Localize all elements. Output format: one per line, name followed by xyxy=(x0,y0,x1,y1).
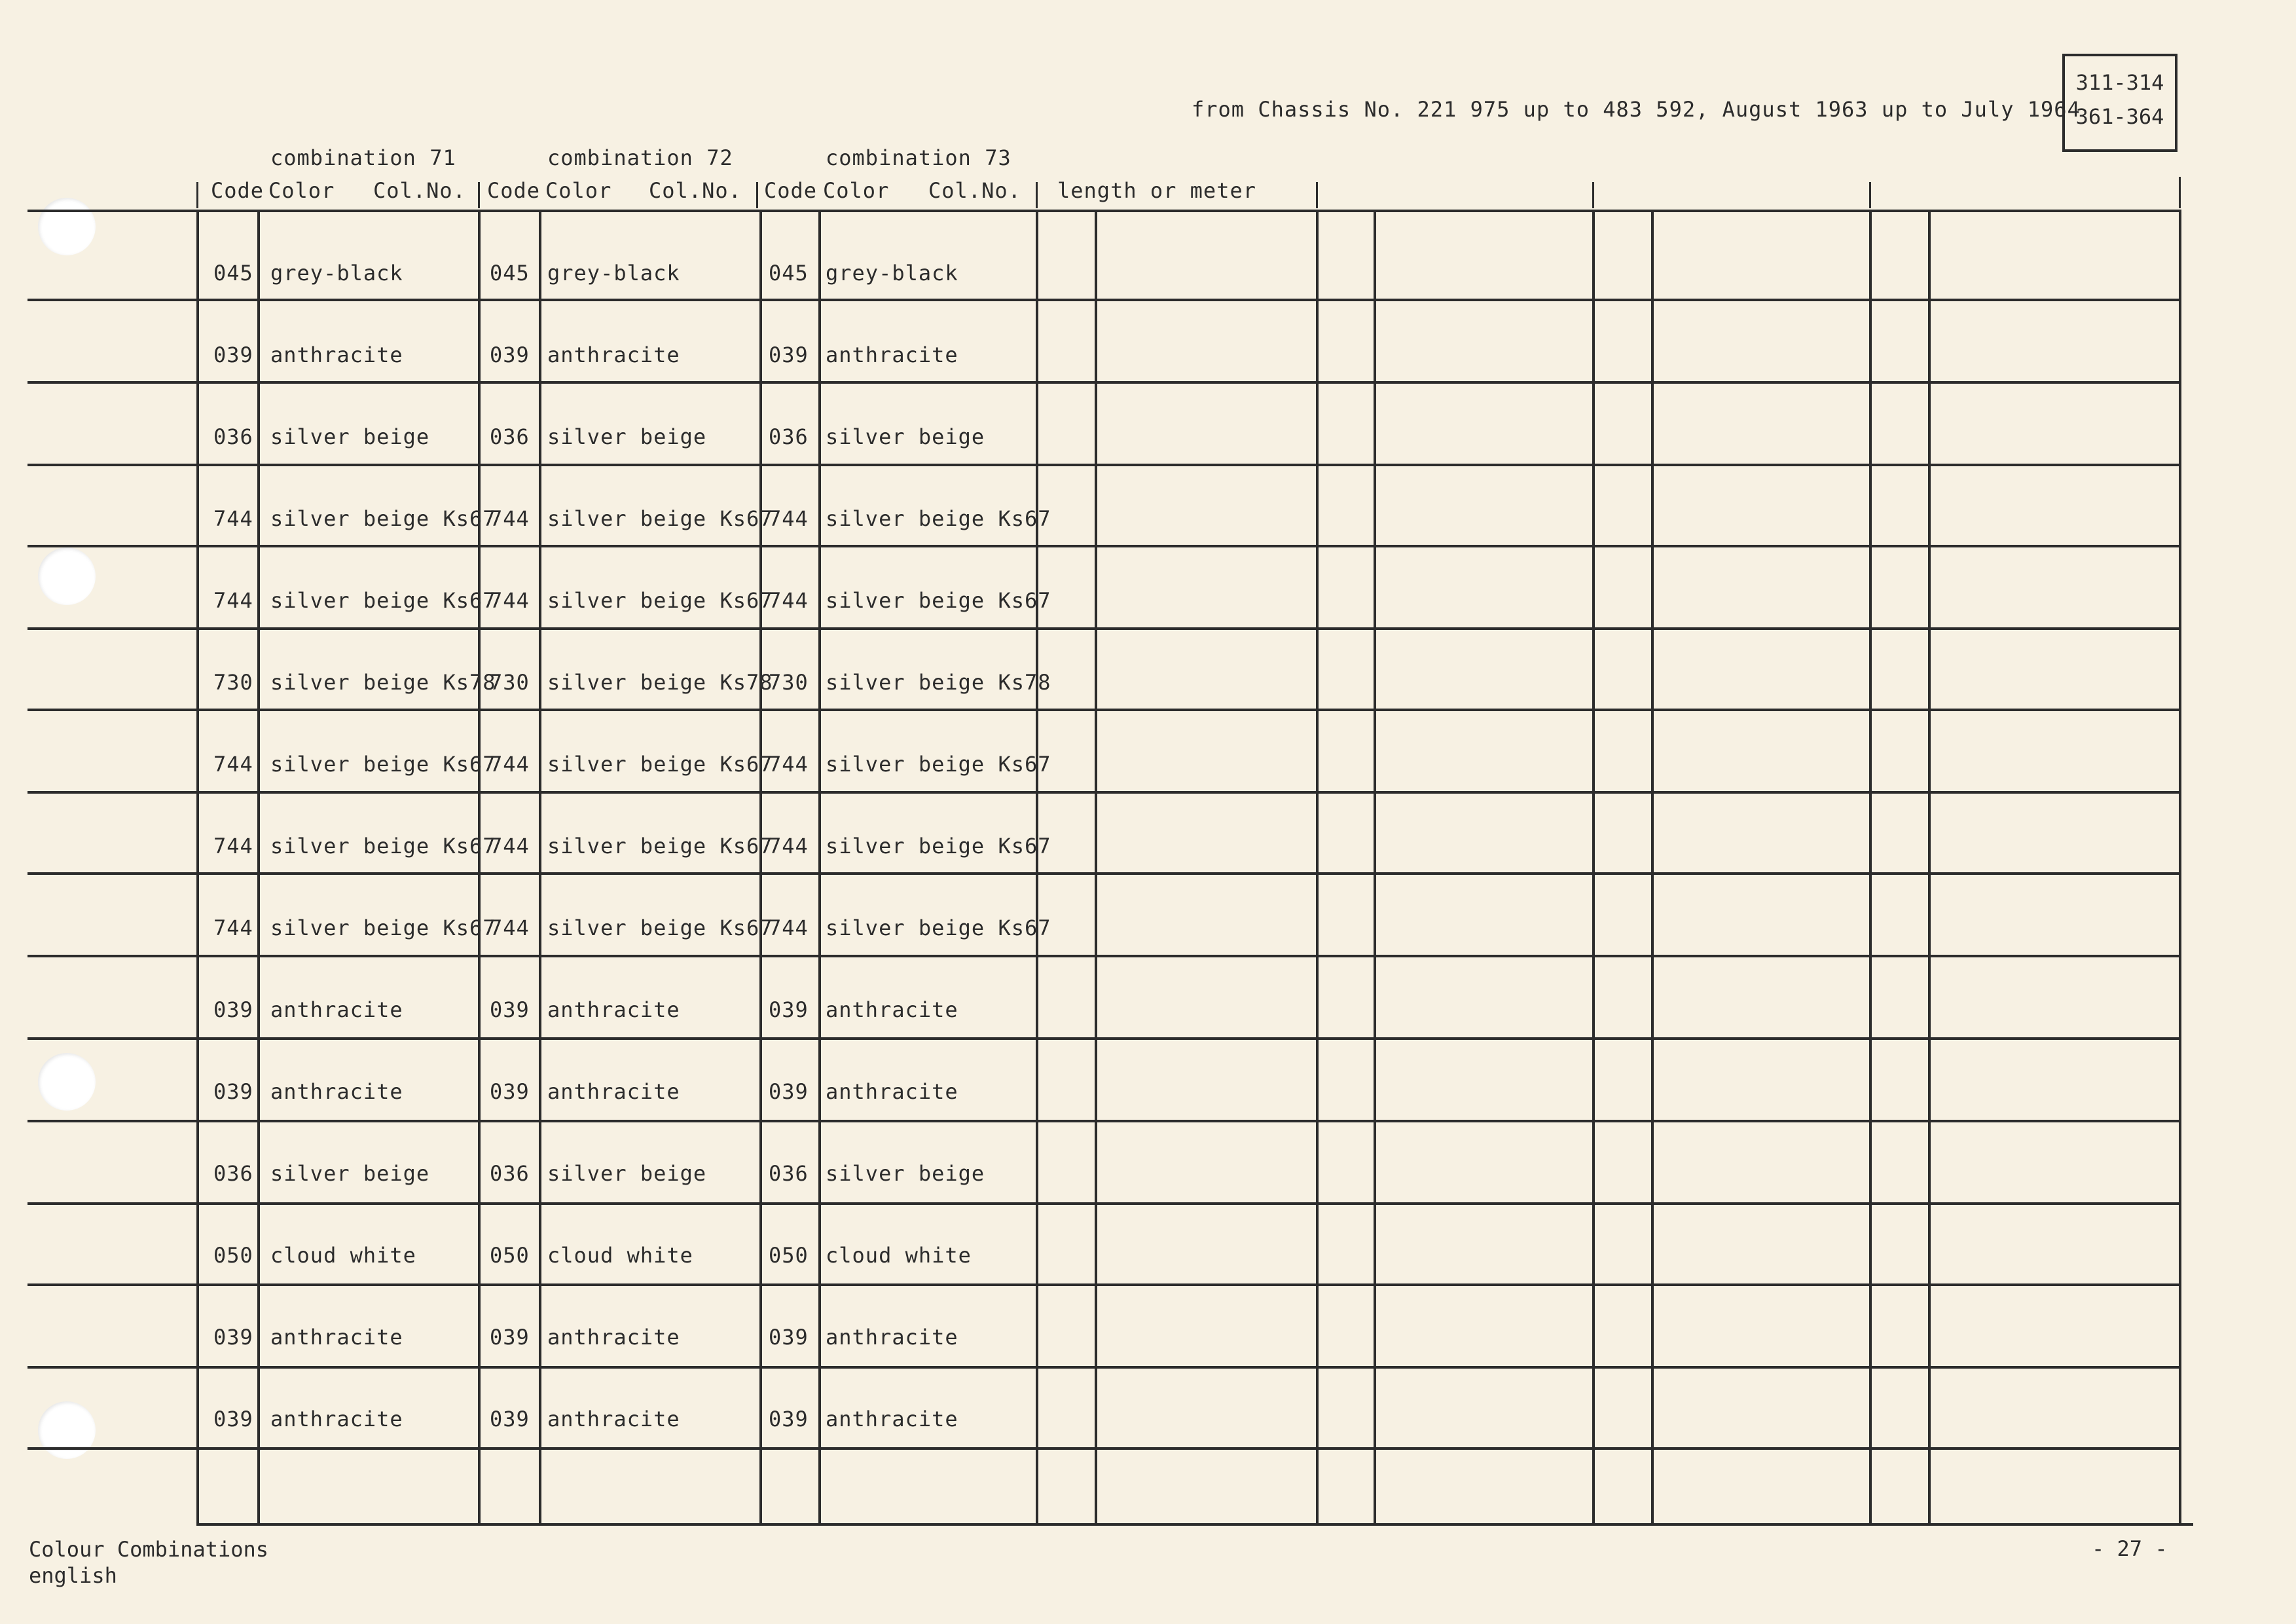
row-code: 744 xyxy=(490,834,530,858)
row-code: 050 xyxy=(490,1243,530,1268)
table-rule xyxy=(27,210,2181,212)
footer-title: Colour Combinations xyxy=(29,1537,269,1562)
row-color: silver beige Ks67 xyxy=(826,834,1051,858)
model-code: 361-364 xyxy=(2075,104,2164,129)
table-column-rule xyxy=(818,210,821,1526)
row-code: 045 xyxy=(490,261,530,286)
row-color: silver beige xyxy=(547,424,707,449)
model-code: 311-314 xyxy=(2075,70,2164,95)
table-rule xyxy=(27,545,2181,547)
row-color: anthracite xyxy=(826,997,958,1022)
row-color: silver beige Ks78 xyxy=(826,670,1051,695)
table-column-rule xyxy=(759,210,762,1526)
column-header-code: Code xyxy=(487,178,541,203)
row-code: 039 xyxy=(769,1407,809,1431)
row-color: silver beige Ks67 xyxy=(270,915,496,940)
row-code: 730 xyxy=(213,670,253,695)
row-code: 730 xyxy=(490,670,530,695)
column-header-color: Color xyxy=(545,178,612,203)
row-code: 744 xyxy=(213,588,253,613)
row-code: 744 xyxy=(769,915,809,940)
row-code: 039 xyxy=(213,1325,253,1350)
table-column-rule xyxy=(1036,210,1038,1526)
row-color: silver beige Ks78 xyxy=(270,670,496,695)
row-color: anthracite xyxy=(547,1325,680,1350)
row-code: 744 xyxy=(769,834,809,858)
row-code: 744 xyxy=(213,834,253,858)
row-color: silver beige Ks67 xyxy=(547,834,773,858)
row-code: 744 xyxy=(213,915,253,940)
row-color: silver beige xyxy=(547,1161,707,1186)
header-divider xyxy=(1316,182,1318,208)
row-color: anthracite xyxy=(547,997,680,1022)
table-rule xyxy=(27,1037,2181,1040)
row-code: 039 xyxy=(769,1079,809,1104)
row-color: silver beige Ks67 xyxy=(270,588,496,613)
column-header-col-no: Col.No. xyxy=(928,178,1021,203)
row-code: 744 xyxy=(769,588,809,613)
row-code: 036 xyxy=(490,424,530,449)
model-code-box xyxy=(2062,54,2178,152)
row-color: anthracite xyxy=(826,1407,958,1431)
row-code: 744 xyxy=(769,752,809,777)
table-rule xyxy=(27,1366,2181,1369)
table-rule xyxy=(27,791,2181,794)
combination-title: combination 73 xyxy=(826,145,1011,170)
row-color: silver beige Ks67 xyxy=(547,506,773,531)
row-code: 744 xyxy=(490,915,530,940)
row-color: grey-black xyxy=(826,261,958,286)
row-code: 744 xyxy=(490,506,530,531)
row-color: cloud white xyxy=(826,1243,972,1268)
row-color: silver beige Ks67 xyxy=(547,915,773,940)
table-column-rule xyxy=(539,210,541,1526)
header-divider xyxy=(1869,182,1871,208)
row-code: 039 xyxy=(769,1325,809,1350)
column-header-length: length or meter xyxy=(1057,178,1256,203)
table-rule xyxy=(27,381,2181,384)
table-rule xyxy=(27,872,2181,875)
table-column-rule xyxy=(1928,210,1931,1526)
row-code: 730 xyxy=(769,670,809,695)
row-code: 039 xyxy=(490,1079,530,1104)
chassis-range: from Chassis No. 221 975 up to 483 592, August 1963 up to July 1964 xyxy=(1192,97,2081,122)
row-color: silver beige Ks67 xyxy=(826,588,1051,613)
row-color: anthracite xyxy=(270,997,403,1022)
page-number: - 27 - xyxy=(2092,1536,2168,1561)
table-column-rule xyxy=(196,210,199,1526)
table-column-rule xyxy=(1374,210,1376,1526)
header-divider xyxy=(478,182,480,208)
table-rule xyxy=(27,709,2181,711)
column-header-col-no: Col.No. xyxy=(649,178,742,203)
table-rule xyxy=(27,627,2181,630)
punch-hole xyxy=(38,1401,96,1459)
row-color: anthracite xyxy=(270,1407,403,1431)
punch-hole xyxy=(38,198,96,255)
combination-title: combination 72 xyxy=(547,145,733,170)
row-color: silver beige Ks67 xyxy=(270,752,496,777)
footer-title-block xyxy=(29,1536,268,1589)
column-header-color: Color xyxy=(823,178,890,203)
combination-title: combination 71 xyxy=(270,145,456,170)
row-code: 744 xyxy=(490,752,530,777)
row-code: 039 xyxy=(490,1407,530,1431)
column-header-code: Code xyxy=(211,178,264,203)
row-color: silver beige Ks67 xyxy=(826,752,1051,777)
row-color: cloud white xyxy=(547,1243,693,1268)
row-color: anthracite xyxy=(270,1079,403,1104)
table-rule xyxy=(27,1447,2181,1450)
table-column-rule xyxy=(1592,210,1595,1526)
row-color: anthracite xyxy=(826,342,958,367)
row-color: silver beige xyxy=(270,424,430,449)
row-color: grey-black xyxy=(270,261,403,286)
row-code: 744 xyxy=(213,506,253,531)
row-code: 036 xyxy=(769,424,809,449)
row-code: 036 xyxy=(769,1161,809,1186)
row-code: 039 xyxy=(490,997,530,1022)
row-code: 039 xyxy=(213,997,253,1022)
row-code: 744 xyxy=(490,588,530,613)
row-code: 744 xyxy=(769,506,809,531)
row-color: silver beige xyxy=(270,1161,430,1186)
table-column-rule xyxy=(257,210,260,1526)
table-rule xyxy=(27,1120,2181,1122)
row-code: 036 xyxy=(213,424,253,449)
row-code: 045 xyxy=(213,261,253,286)
table-rule xyxy=(27,464,2181,466)
row-color: anthracite xyxy=(270,342,403,367)
column-header-code: Code xyxy=(764,178,818,203)
table-rule xyxy=(27,1202,2181,1205)
row-code: 050 xyxy=(213,1243,253,1268)
row-color: silver beige Ks67 xyxy=(270,834,496,858)
header-divider xyxy=(196,182,198,208)
punch-hole xyxy=(38,547,96,605)
row-code: 039 xyxy=(490,1325,530,1350)
row-color: silver beige Ks67 xyxy=(270,506,496,531)
column-header-color: Color xyxy=(268,178,335,203)
table-column-rule xyxy=(2179,210,2181,1526)
row-color: anthracite xyxy=(826,1325,958,1350)
row-color: silver beige xyxy=(826,1161,985,1186)
row-code: 045 xyxy=(769,261,809,286)
row-color: silver beige Ks78 xyxy=(547,670,773,695)
table-column-rule xyxy=(1651,210,1654,1526)
row-color: cloud white xyxy=(270,1243,416,1268)
row-code: 050 xyxy=(769,1243,809,1268)
row-code: 744 xyxy=(213,752,253,777)
table-column-rule xyxy=(1869,210,1872,1526)
header-divider xyxy=(1036,182,1038,208)
row-color: anthracite xyxy=(547,1079,680,1104)
row-code: 039 xyxy=(769,997,809,1022)
row-code: 039 xyxy=(213,342,253,367)
footer-language: english xyxy=(29,1563,117,1588)
punch-hole xyxy=(38,1053,96,1111)
row-code: 039 xyxy=(213,1407,253,1431)
table-rule xyxy=(27,1283,2181,1286)
row-color: anthracite xyxy=(270,1325,403,1350)
row-color: silver beige Ks67 xyxy=(826,915,1051,940)
table-column-rule xyxy=(1316,210,1319,1526)
row-code: 039 xyxy=(490,342,530,367)
row-color: silver beige Ks67 xyxy=(547,752,773,777)
header-divider xyxy=(1592,182,1594,208)
row-code: 036 xyxy=(213,1161,253,1186)
table-rule xyxy=(27,299,2181,301)
column-header-col-no: Col.No. xyxy=(373,178,466,203)
row-color: anthracite xyxy=(547,1407,680,1431)
row-code: 039 xyxy=(769,342,809,367)
table-column-rule xyxy=(1095,210,1097,1526)
row-color: silver beige Ks67 xyxy=(547,588,773,613)
header-divider xyxy=(756,182,758,208)
row-color: silver beige Ks67 xyxy=(826,506,1051,531)
row-color: grey-black xyxy=(547,261,680,286)
table-rule xyxy=(196,1523,2193,1526)
table-rule xyxy=(27,955,2181,957)
row-code: 039 xyxy=(213,1079,253,1104)
row-color: anthracite xyxy=(826,1079,958,1104)
row-color: silver beige xyxy=(826,424,985,449)
table-column-rule xyxy=(478,210,481,1526)
row-code: 036 xyxy=(490,1161,530,1186)
header-divider xyxy=(2179,177,2181,208)
row-color: anthracite xyxy=(547,342,680,367)
